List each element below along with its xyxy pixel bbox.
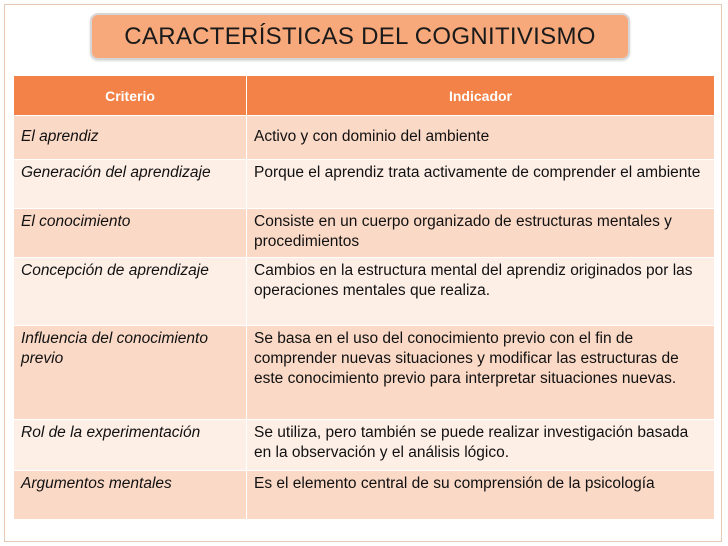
- table-row: [14, 326, 715, 420]
- table-header-row: [14, 76, 715, 116]
- table-row: [14, 471, 715, 520]
- criterio-cell: Argumentos mentales: [14, 471, 247, 520]
- header-criterio: Criterio: [14, 76, 247, 116]
- table-row: [14, 116, 715, 160]
- table-row: [14, 209, 715, 258]
- indicador-cell: Se basa en el uso del conocimiento previo con el fin de comprender nuevas situaciones y modificar las estructuras de este conocimiento previo para interpretar situaciones nuevas.: [247, 326, 715, 420]
- criterio-cell: Generación del aprendizaje: [14, 160, 247, 209]
- indicador-cell: Cambios en la estructura mental del aprendiz originados por las operaciones mentales que realiza.: [247, 258, 715, 326]
- table-row: [14, 420, 715, 471]
- indicador-cell: Consiste en un cuerpo organizado de estructuras mentales y procedimientos: [247, 209, 715, 258]
- criterio-cell: El conocimiento: [14, 209, 247, 258]
- header-indicador: Indicador: [247, 76, 715, 116]
- table-row: [14, 258, 715, 326]
- indicador-cell: Activo y con dominio del ambiente: [247, 116, 715, 160]
- criterio-cell: Influencia del conocimiento previo: [14, 326, 247, 420]
- slide-title: CARACTERÍSTICAS DEL COGNITIVISMO: [124, 22, 596, 50]
- criterio-cell: Rol de la experimentación: [14, 420, 247, 471]
- indicador-cell: Es el elemento central de su comprensión de la psicología: [247, 471, 715, 520]
- title-banner: [90, 13, 630, 60]
- indicador-cell: Se utiliza, pero también se puede realizar investigación basada en la observación y el análisis lógico.: [247, 420, 715, 471]
- indicador-cell: Porque el aprendiz trata activamente de comprender el ambiente: [247, 160, 715, 209]
- table-row: [14, 160, 715, 209]
- criteria-table: [13, 75, 715, 520]
- criterio-cell: El aprendiz: [14, 116, 247, 160]
- criterio-cell: Concepción de aprendizaje: [14, 258, 247, 326]
